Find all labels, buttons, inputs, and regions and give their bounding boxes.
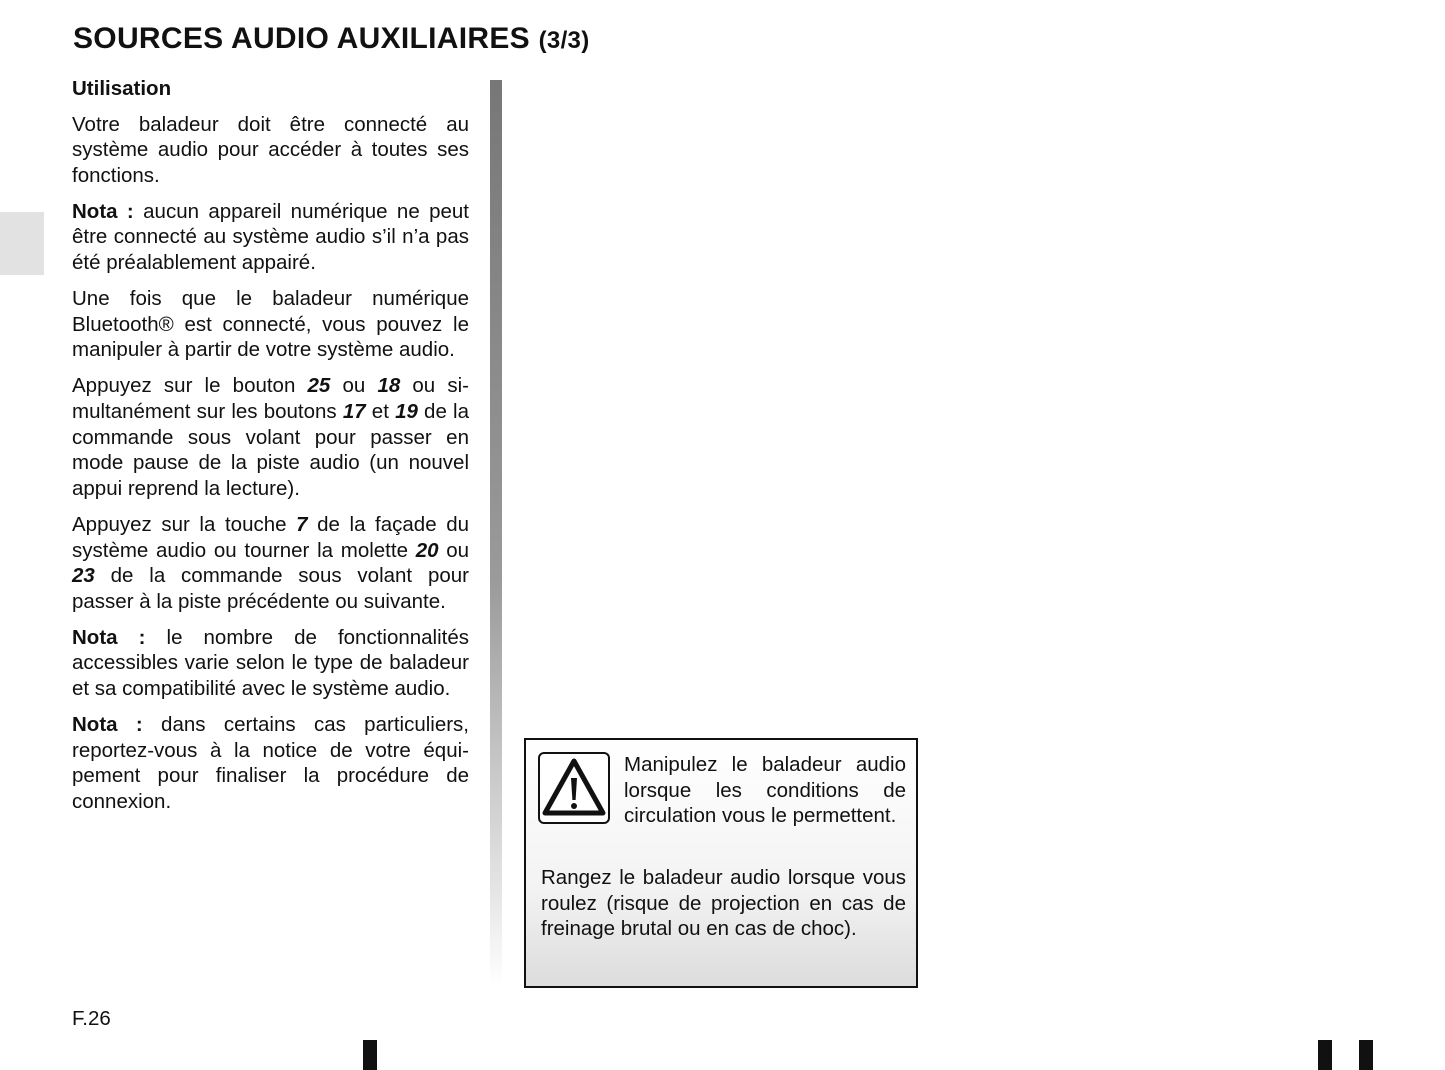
crop-mark	[1359, 1040, 1373, 1070]
paragraph-nota-features	[72, 625, 469, 702]
button-number: 23	[72, 564, 95, 588]
paragraph-track	[72, 512, 469, 614]
button-number: 25	[307, 374, 331, 398]
text-run: de la façade du système audio ou tourner la molette	[72, 512, 469, 562]
paragraph-nota-special	[72, 712, 469, 814]
text-run: ou simultanément sur les boutons	[72, 374, 469, 424]
nota-pairing-text: aucun appareil numérique ne peut être connecté au système audio s’il n’a pas été préalablement appairé.	[72, 199, 470, 275]
text-run: Appuyez sur le bouton	[72, 374, 308, 398]
crop-mark	[1318, 1040, 1332, 1070]
button-number: 18	[377, 374, 401, 398]
button-number: 7	[296, 512, 308, 536]
section-tab	[0, 212, 44, 275]
text-run: Appuyez sur la touche	[72, 512, 297, 536]
page-title-text: SOURCES AUDIO AUXILIAIRES	[73, 22, 530, 55]
text-run: et	[365, 400, 396, 424]
page-title-suffix: (3/3)	[538, 27, 590, 54]
paragraph-pause	[72, 373, 469, 501]
text-run: de la commande sous volant pour passer en mode pause de la piste audio (un nouvel appui reprend la lecture).	[72, 400, 469, 500]
text-run: ou	[330, 374, 378, 398]
warning-text-primary: Manipulez le baladeur audio lorsque les conditions de circulation vous le permettent.	[624, 753, 906, 828]
nota-label: Nota :	[72, 625, 146, 649]
paragraph-intro: Votre baladeur doit être connecté au système audio pour accéder à toutes ses fonctions.	[72, 112, 469, 187]
page-number: F.26	[72, 1007, 111, 1030]
nota-special-text: dans certains cas particuliers, reportez-vous à la notice de votre équipement pour finaliser la procédure de connexion.	[72, 713, 469, 813]
nota-label: Nota :	[72, 199, 134, 223]
warning-triangle-icon	[538, 752, 610, 824]
column-divider-bar	[490, 80, 502, 985]
warning-text-secondary: Rangez le baladeur audio lorsque vous roulez (risque de projection en cas de freinage brutal ou en cas de choc).	[541, 866, 906, 941]
button-number: 20	[415, 538, 439, 562]
page-title	[73, 22, 590, 56]
nota-label: Nota :	[72, 713, 143, 737]
left-column	[72, 76, 469, 825]
paragraph-bluetooth: Une fois que le baladeur numérique Bluetooth® est connecté, vous pouvez le manipuler à partir de votre système audio.	[72, 287, 469, 362]
section-heading: Utilisation	[72, 77, 172, 100]
button-number: 19	[395, 400, 418, 424]
warning-box	[524, 738, 918, 988]
paragraph-nota-pairing	[72, 199, 469, 276]
text-run: ou	[438, 538, 470, 562]
crop-mark	[363, 1040, 377, 1070]
text-run: de la commande sous volant pour passer à la piste précédente ou suivante.	[72, 564, 469, 613]
nota-features-text: le nombre de fonctionnalités accessibles varie selon le type de baladeur et sa compatibilité avec le système audio.	[72, 625, 470, 700]
button-number: 17	[342, 400, 366, 424]
